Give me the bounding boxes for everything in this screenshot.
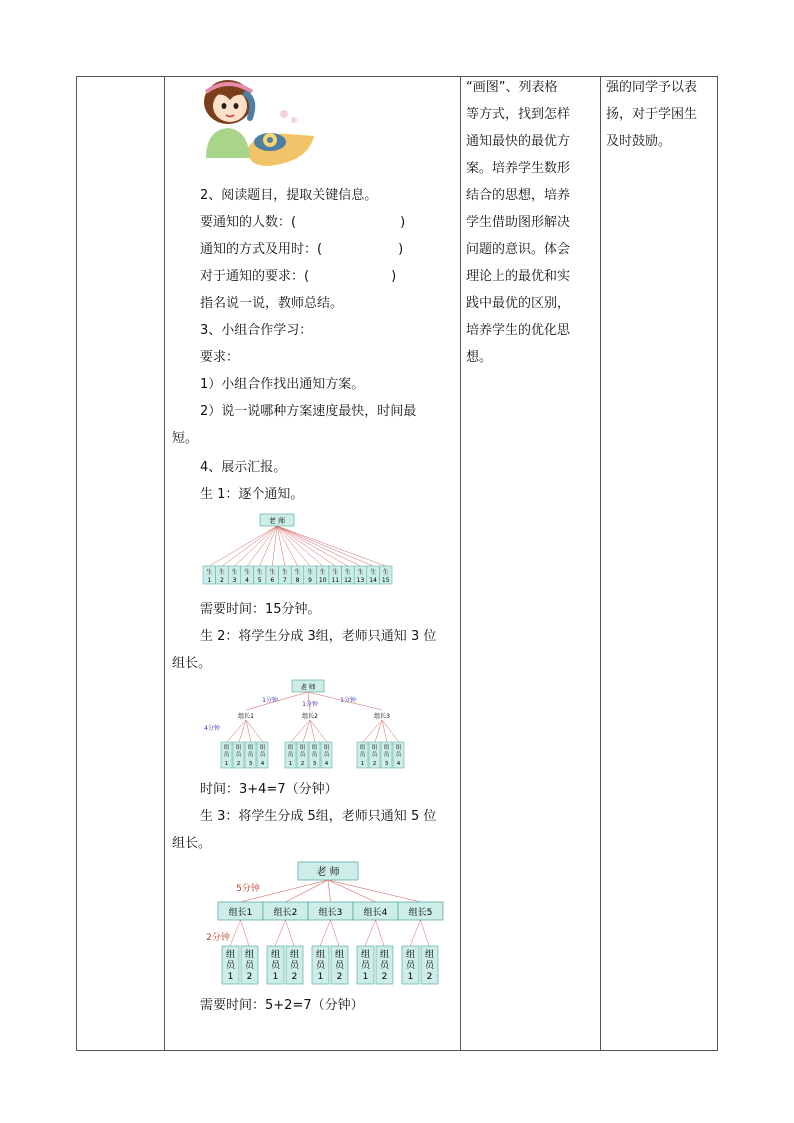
member-label: 组 xyxy=(259,745,266,751)
diagram3-groups xyxy=(218,902,443,984)
student2-method-cont: 组长。 xyxy=(172,656,212,671)
leader-label: 组长3 xyxy=(318,908,343,918)
member-label: 组 xyxy=(289,950,300,960)
group xyxy=(218,902,263,984)
student-box xyxy=(329,566,342,584)
question-requirement: 对于通知的要求：( ) xyxy=(200,269,397,284)
member-label: 员 xyxy=(299,752,306,758)
member-label: 组 xyxy=(270,950,281,960)
col3-line: 通知最快的最优方 xyxy=(466,134,571,149)
member-label: 员 xyxy=(395,752,402,758)
student-box xyxy=(216,566,229,584)
member-label: 员 xyxy=(270,961,281,971)
member-label: 组 xyxy=(244,950,255,960)
member-label: 组 xyxy=(334,950,345,960)
member-number: 1 xyxy=(288,761,293,767)
member-number: 4 xyxy=(396,761,401,767)
diagram-sequential xyxy=(200,512,400,590)
design-intent-column xyxy=(466,74,596,371)
student-number: 9 xyxy=(308,577,313,584)
student-box xyxy=(379,566,392,584)
student-number: 7 xyxy=(282,577,287,584)
leader-label: 组长4 xyxy=(363,908,388,918)
teacher-label: 老 师 xyxy=(300,683,316,691)
section4-cont-3 xyxy=(172,992,454,1019)
student-box xyxy=(279,566,292,584)
leader-label: 组长2 xyxy=(302,713,318,720)
member-number: 4 xyxy=(260,761,265,767)
member-number: 2 xyxy=(336,972,343,982)
teacher-label: 老 师 xyxy=(268,517,286,525)
section3-requirement: 要求： xyxy=(200,350,240,365)
student-number: 5 xyxy=(257,577,262,584)
member-number: 1 xyxy=(317,972,324,982)
member-label: 员 xyxy=(287,752,294,758)
section4-cont-2 xyxy=(172,776,454,857)
member-number: 2 xyxy=(236,761,241,767)
member-label: 员 xyxy=(371,752,378,758)
student-prefix: 生 xyxy=(281,569,288,576)
col3-line: 理论上的最优和实 xyxy=(466,269,571,284)
student3-time: 需要时间：5+2=7（分钟） xyxy=(200,998,364,1013)
col3-line: 学生借助图形解决 xyxy=(466,215,571,230)
member-label: 组 xyxy=(311,745,318,751)
student1-method: 生 1：逐个通知。 xyxy=(200,487,304,502)
member-label: 组 xyxy=(371,745,378,751)
member-label: 组 xyxy=(223,745,230,751)
member-label: 组 xyxy=(299,745,306,751)
section3-item-2: 2）说一说哪种方案速度最快，时间最 xyxy=(200,404,417,419)
col4-line: 及时鼓励。 xyxy=(606,134,672,149)
member-label: 组 xyxy=(287,745,294,751)
col3-line: 案。培养学生数形 xyxy=(466,161,571,176)
column-divider-2 xyxy=(460,76,461,1051)
student-box xyxy=(354,566,367,584)
member-label: 员 xyxy=(223,752,230,758)
section4-heading: 4、展示汇报。 xyxy=(200,460,287,475)
member-label: 组 xyxy=(247,745,254,751)
student-number: 12 xyxy=(344,577,352,584)
member-label: 组 xyxy=(360,950,371,960)
student-number: 13 xyxy=(356,577,365,584)
student2-time: 时间：3+4=7（分钟） xyxy=(200,782,338,797)
evaluation-column xyxy=(606,74,714,155)
member-label: 员 xyxy=(359,752,366,758)
col4-line: 扬，对于学困生 xyxy=(606,107,698,122)
group xyxy=(308,902,353,984)
diagram2-groups xyxy=(221,712,404,768)
member-number: 2 xyxy=(246,972,253,982)
col3-line: 培养学生的优化思 xyxy=(466,323,571,338)
student-prefix: 生 xyxy=(206,569,213,576)
group xyxy=(221,712,268,768)
member-label: 组 xyxy=(383,745,390,751)
student1-time: 需要时间：15分钟。 xyxy=(200,602,321,617)
student-box xyxy=(367,566,380,584)
diagram-three-groups xyxy=(196,676,424,772)
student-prefix: 生 xyxy=(357,569,364,576)
student-box xyxy=(203,566,216,584)
member-number: 1 xyxy=(272,972,279,982)
student-number: 11 xyxy=(331,577,340,584)
student-prefix: 生 xyxy=(231,569,238,576)
member-number: 1 xyxy=(407,972,414,982)
member-label: 组 xyxy=(379,950,390,960)
diagram-five-groups xyxy=(198,858,444,988)
student-number: 3 xyxy=(232,577,237,584)
group xyxy=(263,902,308,984)
time-label: 1分钟 xyxy=(302,701,318,708)
col3-line: 结合的思想，培养 xyxy=(466,188,571,203)
member-label: 员 xyxy=(311,752,318,758)
member-number: 3 xyxy=(248,761,253,767)
student-box xyxy=(228,566,241,584)
member-number: 2 xyxy=(372,761,377,767)
col3-line: “画图”、列表格 xyxy=(466,80,558,95)
column-divider-1 xyxy=(164,76,165,1051)
member-label: 员 xyxy=(289,961,300,971)
section3-item-2-cont: 短。 xyxy=(172,431,199,446)
group xyxy=(353,902,398,984)
member-label: 员 xyxy=(259,752,266,758)
member-number: 2 xyxy=(291,972,298,982)
member-number: 1 xyxy=(362,972,369,982)
member-label: 组 xyxy=(323,745,330,751)
section3-item-1: 1）小组合作找出通知方案。 xyxy=(200,377,365,392)
diagram1-students xyxy=(203,566,392,584)
leader-label: 组长2 xyxy=(273,908,298,918)
student-box xyxy=(304,566,317,584)
student-number: 10 xyxy=(318,577,327,584)
student-number: 14 xyxy=(369,577,377,584)
student-number: 15 xyxy=(381,577,390,584)
member-label: 员 xyxy=(405,961,416,971)
col4-line: 强的同学予以表 xyxy=(606,80,698,95)
student-number: 2 xyxy=(219,577,224,584)
teacher-label: 老 师 xyxy=(316,867,340,878)
member-label: 员 xyxy=(424,961,435,971)
member-number: 1 xyxy=(360,761,365,767)
student3-method: 生 3：将学生分成 5组，老师只通知 5 位 xyxy=(200,809,437,824)
member-number: 1 xyxy=(227,972,234,982)
student2-method: 生 2：将学生分成 3组，老师只通知 3 位 xyxy=(200,629,437,644)
student-box xyxy=(241,566,254,584)
student-prefix: 生 xyxy=(332,569,339,576)
member-label: 员 xyxy=(247,752,254,758)
time-label: 5分钟 xyxy=(236,884,260,894)
member-label: 员 xyxy=(225,961,236,971)
member-label: 员 xyxy=(235,752,242,758)
group xyxy=(357,712,404,768)
student-prefix: 生 xyxy=(319,569,326,576)
leader-label: 组长1 xyxy=(228,908,253,918)
time-label: 4分钟 xyxy=(204,725,220,732)
student-number: 8 xyxy=(295,577,300,584)
section4-cont-1 xyxy=(172,596,454,677)
student-number: 4 xyxy=(245,577,250,584)
section3-heading: 3、小组合作学习： xyxy=(200,323,313,338)
member-label: 员 xyxy=(360,961,371,971)
member-label: 员 xyxy=(323,752,330,758)
member-number: 2 xyxy=(300,761,305,767)
time-label: 1分钟 xyxy=(262,697,278,704)
girl-phone-illustration xyxy=(196,78,320,172)
member-label: 员 xyxy=(383,752,390,758)
student-prefix: 生 xyxy=(370,569,377,576)
student-number: 1 xyxy=(207,577,212,584)
member-label: 员 xyxy=(315,961,326,971)
student-prefix: 生 xyxy=(269,569,276,576)
teaching-process-column xyxy=(172,180,454,508)
time-label: 2分钟 xyxy=(206,933,230,943)
member-number: 3 xyxy=(384,761,389,767)
diagram1-lines xyxy=(209,526,385,566)
column-divider-3 xyxy=(600,76,601,1051)
student-box xyxy=(266,566,279,584)
member-number: 4 xyxy=(324,761,329,767)
leader-label: 组长5 xyxy=(408,908,433,918)
member-label: 组 xyxy=(395,745,402,751)
member-number: 3 xyxy=(312,761,317,767)
student-box xyxy=(316,566,329,584)
student-prefix: 生 xyxy=(382,569,389,576)
member-label: 员 xyxy=(379,961,390,971)
question-people: 要通知的人数：( ) xyxy=(200,215,406,230)
member-label: 组 xyxy=(225,950,236,960)
member-number: 2 xyxy=(381,972,388,982)
member-label: 组 xyxy=(359,745,366,751)
section2-summary: 指名说一说，教师总结。 xyxy=(200,296,344,311)
time-label: 1分钟 xyxy=(340,697,356,704)
col3-line: 践中最优的区别， xyxy=(466,296,571,311)
member-number: 1 xyxy=(224,761,229,767)
member-label: 组 xyxy=(235,745,242,751)
member-number: 2 xyxy=(426,972,433,982)
student-box xyxy=(342,566,355,584)
member-label: 组 xyxy=(405,950,416,960)
student3-method-cont: 组长。 xyxy=(172,836,212,851)
question-method: 通知的方式及用时：( ) xyxy=(200,242,404,257)
student-prefix: 生 xyxy=(218,569,225,576)
col3-line: 问题的意识。体会 xyxy=(466,242,571,257)
group xyxy=(398,902,443,984)
member-label: 员 xyxy=(334,961,345,971)
student-prefix: 生 xyxy=(344,569,351,576)
member-label: 组 xyxy=(424,950,435,960)
leader-label: 组长3 xyxy=(374,713,390,720)
student-prefix: 生 xyxy=(244,569,251,576)
col3-line: 等方式，找到怎样 xyxy=(466,107,571,122)
student-prefix: 生 xyxy=(256,569,263,576)
student-prefix: 生 xyxy=(307,569,314,576)
col3-line: 想。 xyxy=(466,350,493,365)
member-label: 员 xyxy=(244,961,255,971)
member-label: 组 xyxy=(315,950,326,960)
student-box xyxy=(291,566,304,584)
student-box xyxy=(253,566,266,584)
student-number: 6 xyxy=(270,577,275,584)
leader-label: 组长1 xyxy=(238,713,254,720)
group xyxy=(285,712,332,768)
section2-heading: 2、阅读题目，提取关键信息。 xyxy=(200,188,378,203)
student-prefix: 生 xyxy=(294,569,301,576)
